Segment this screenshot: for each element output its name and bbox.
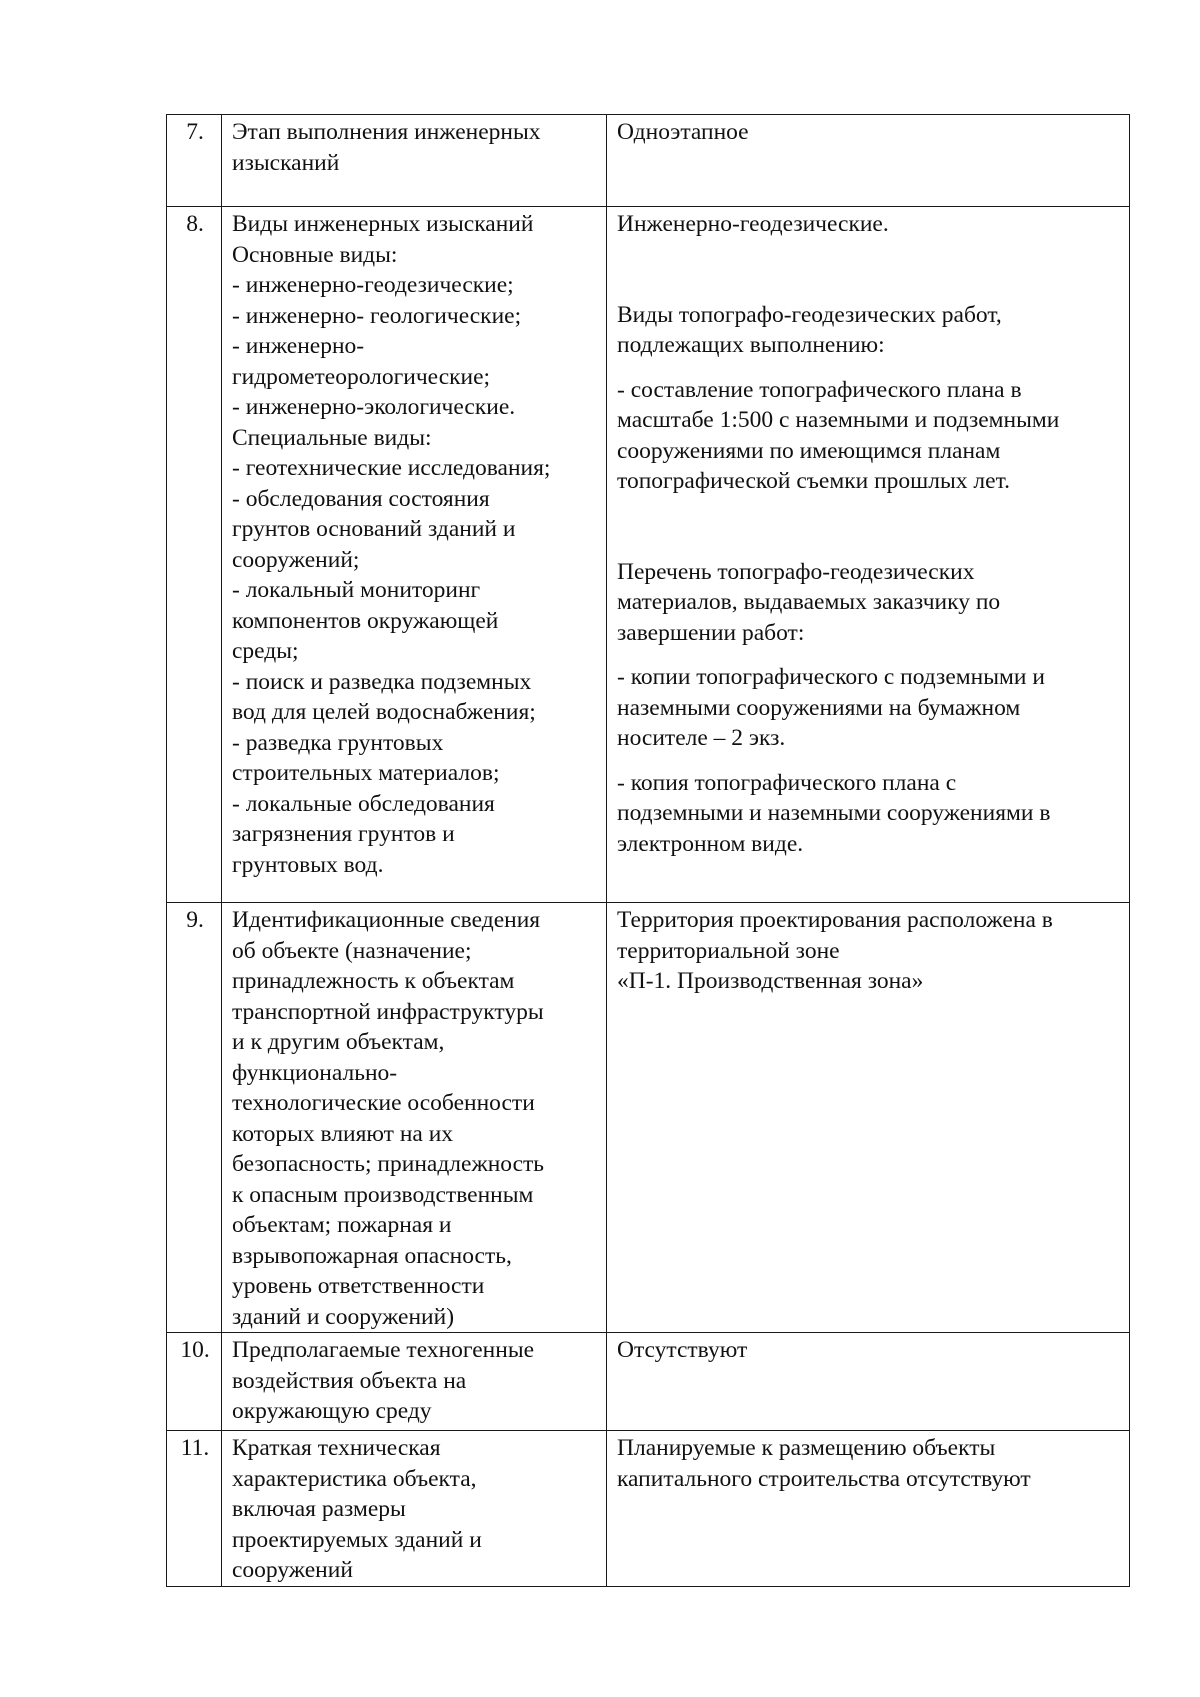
row-name-line: - инженерно-геодезические;	[232, 272, 514, 298]
row-number: 9.	[167, 903, 222, 1333]
row-name-line: характеристика объекта,	[232, 1465, 477, 1492]
row-name-line: - инженерно-экологические.	[232, 394, 516, 420]
row-name-line: взрывопожарная опасность,	[232, 1242, 512, 1269]
row-name-line: - локальный мониторинг	[232, 577, 481, 603]
table-row	[167, 207, 1130, 903]
row-name-line: - инженерно- геологические;	[232, 302, 522, 329]
row-value-line: территориальной зоне	[617, 937, 840, 964]
materials-item-line: - копии топографического с подземными и	[617, 664, 1045, 690]
row-name-line: технологические особенности	[232, 1090, 535, 1116]
row-name-line: - обследования состояния	[232, 485, 490, 512]
row-name-line: Краткая техническая	[232, 1435, 441, 1461]
row-name-line: функционально-	[232, 1059, 398, 1086]
row-name-cell	[222, 903, 607, 1333]
table-row	[167, 115, 1130, 207]
materials-item-line: подземными и наземными сооружениями в	[617, 800, 1051, 826]
row-name-cell	[222, 1333, 607, 1431]
row-name-line: об объекте (назначение;	[232, 937, 472, 964]
row-name-line: Специальные виды:	[232, 424, 432, 451]
row-name-line: грунтов оснований зданий и	[232, 516, 516, 542]
row-name-line: безопасность; принадлежность	[232, 1151, 545, 1177]
row-name-line: - геотехнические исследования;	[232, 455, 551, 481]
works-item-line: сооружениями по имеющимся планам	[617, 437, 1001, 464]
row-name-line: которых влияют на их	[232, 1120, 454, 1147]
row-number: 10.	[167, 1333, 222, 1431]
row-value-line: Территория проектирования расположена в	[617, 907, 1053, 933]
row-name-line: включая размеры	[232, 1496, 406, 1522]
row-value-line: «П-1. Производственная зона»	[617, 968, 924, 994]
row-name-line: - разведка грунтовых	[232, 729, 444, 756]
row-name-line: грунтовых вод.	[232, 851, 384, 878]
row-value-cell	[607, 207, 1130, 903]
row-name-line: среды;	[232, 638, 299, 664]
row-name-line: строительных материалов;	[232, 760, 500, 786]
row-value-line: Планируемые к размещению объекты	[617, 1435, 996, 1461]
materials-heading-line: завершении работ:	[617, 619, 805, 646]
row-name-line: объектам; пожарная и	[232, 1212, 452, 1238]
row-value-line: капитального строительства отсутствуют	[617, 1465, 1031, 1492]
row-name-line: к опасным производственным	[232, 1181, 534, 1208]
row-name-line: вод для целей водоснабжения;	[232, 699, 536, 725]
materials-item-line: носителе – 2 экз.	[617, 725, 786, 751]
row-name-line: сооружений;	[232, 546, 360, 573]
row-name-line: принадлежность к объектам	[232, 968, 515, 994]
requirements-table	[166, 114, 1130, 1587]
row-name-line: и к другим объектам,	[232, 1029, 445, 1055]
works-item-line: масштабе 1:500 с наземными и подземными	[617, 407, 1060, 433]
row-name-line: Предполагаемые техногенные	[232, 1337, 535, 1363]
row-name-cell	[222, 115, 607, 207]
row-name-cell	[222, 207, 607, 903]
row-name-line: сооружений	[232, 1557, 353, 1583]
table-row	[167, 1333, 1130, 1431]
materials-item-line: наземными сооружениями на бумажном	[617, 694, 1021, 721]
row-name-line: - локальные обследования	[232, 790, 495, 817]
works-heading-line: Виды топографо-геодезических работ,	[617, 301, 1002, 328]
works-heading-line: подлежащих выполнению:	[617, 332, 885, 358]
row-name-line: уровень ответственности	[232, 1273, 485, 1299]
row-name-line: загрязнения грунтов и	[232, 821, 455, 847]
row-number: 7.	[167, 115, 222, 207]
materials-item-line: электронном виде.	[617, 830, 804, 857]
row-name-line: окружающую среду	[232, 1398, 432, 1424]
row-name-line: - поиск и разведка подземных	[232, 668, 532, 695]
survey-type-text: Инженерно-геодезические.	[617, 211, 889, 237]
works-item-line: топографической съемки прошлых лет.	[617, 468, 1010, 494]
materials-heading-line: материалов, выдаваемых заказчику по	[617, 589, 1001, 615]
row-value-cell	[607, 1333, 1130, 1431]
row-name-line: - инженерно-	[232, 333, 365, 359]
row-name-line: проектируемых зданий и	[232, 1526, 482, 1553]
row-number: 11.	[167, 1431, 222, 1587]
row-value-line: Одноэтапное	[617, 119, 749, 145]
row-name-line: воздействия объекта на	[232, 1367, 467, 1394]
row-name-cell	[222, 1431, 607, 1587]
row-name-line: Виды инженерных изысканий	[232, 211, 534, 237]
row-name-line: гидрометеорологические;	[232, 363, 491, 390]
row-number: 8.	[167, 207, 222, 903]
table-row	[167, 1431, 1130, 1587]
row-value-cell	[607, 903, 1130, 1333]
materials-heading-line: Перечень топографо-геодезических	[617, 558, 975, 585]
row-name-line: изысканий	[232, 149, 340, 176]
row-name-line: Этап выполнения инженерных	[232, 119, 541, 145]
materials-item-line: - копия топографического плана с	[617, 769, 957, 796]
table-row	[167, 903, 1130, 1333]
row-name-line: транспортной инфраструктуры	[232, 998, 544, 1025]
row-name-line: Идентификационные сведения	[232, 907, 541, 933]
row-value-cell	[607, 115, 1130, 207]
row-name-line: зданий и сооружений)	[232, 1303, 455, 1330]
row-value-line: Отсутствуют	[617, 1337, 748, 1363]
row-name-line: компонентов окружающей	[232, 607, 499, 634]
row-name-line: Основные виды:	[232, 241, 398, 268]
row-value-cell	[607, 1431, 1130, 1587]
works-item-line: - составление топографического плана в	[617, 376, 1022, 403]
